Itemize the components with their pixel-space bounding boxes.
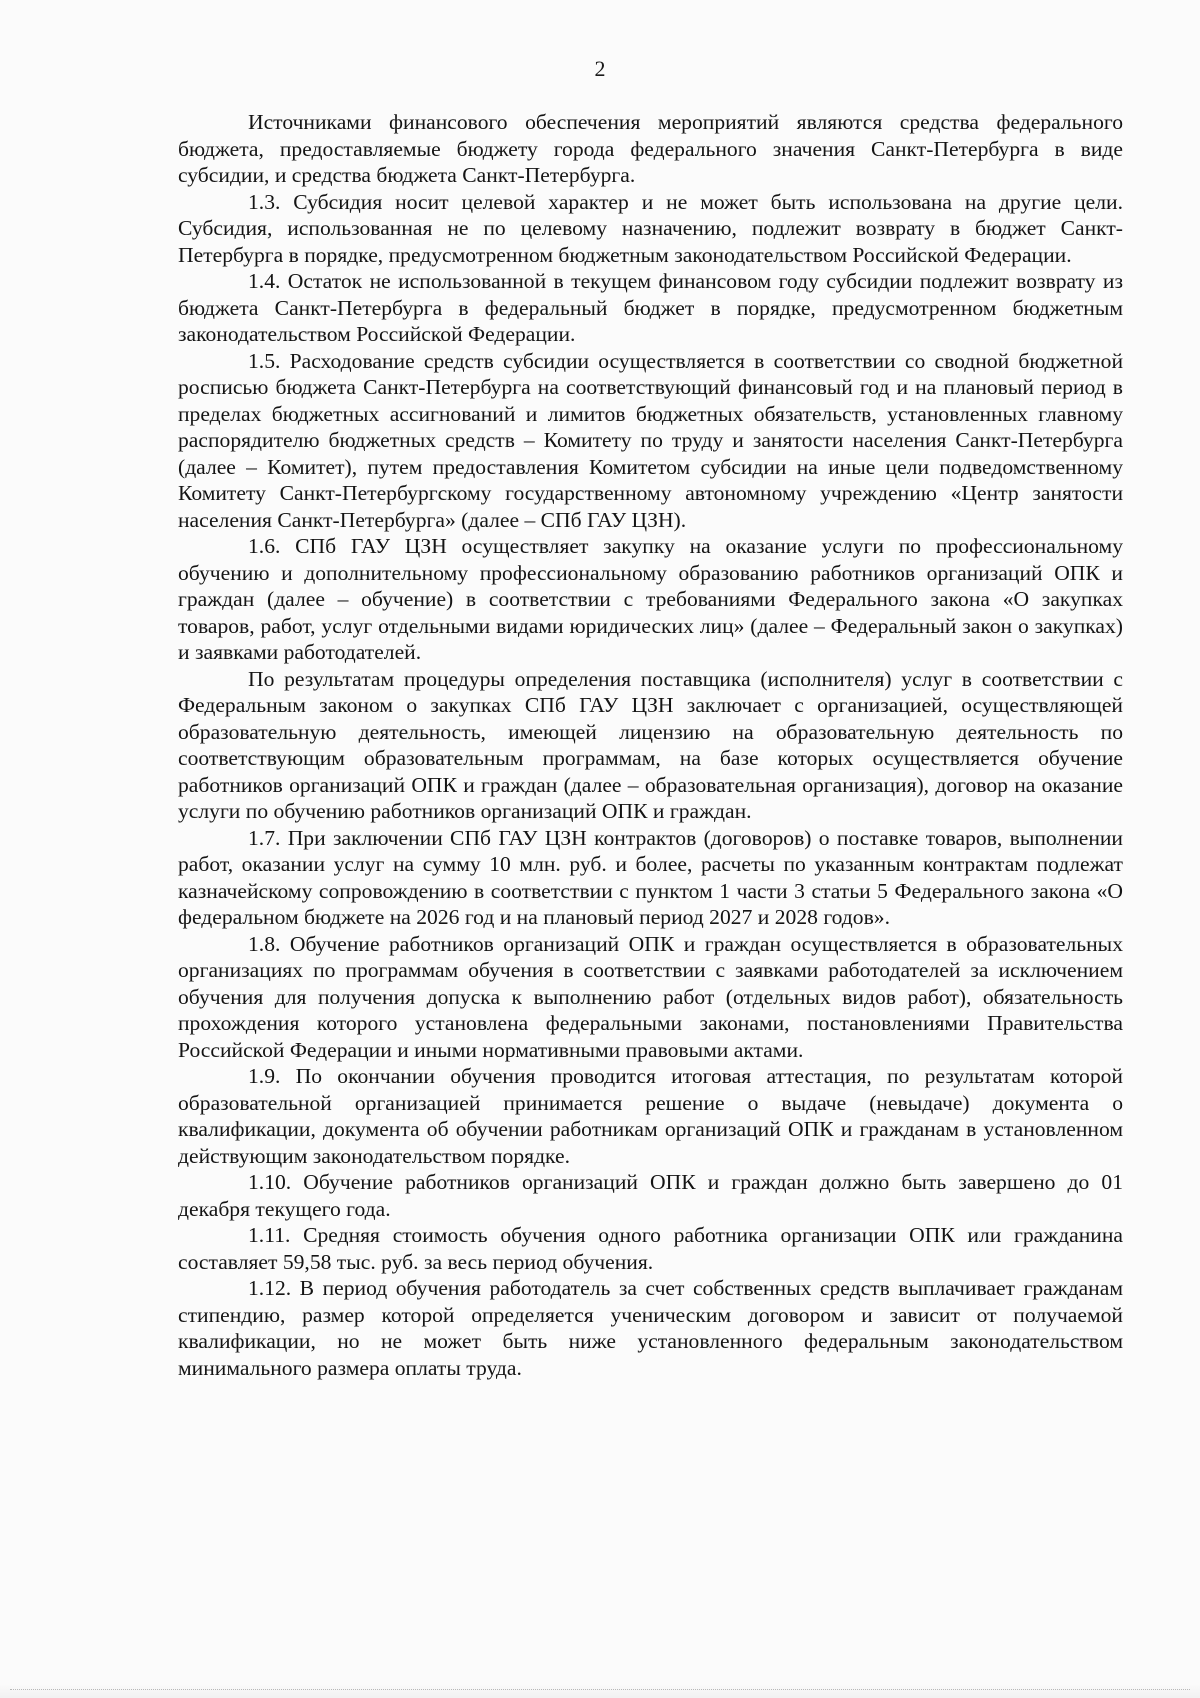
paragraph-1-7: 1.7. При заключении СПб ГАУ ЦЗН контрактов (договоров) о поставке товаров, выполнении работ, оказании услуг на сумму 10 млн. руб. и более, расчеты по указанным контрактам подлежат казначейскому сопровождению в соответствии с пунктом 1 части 3 статьи 5 Федерального закона «О федеральном бюджете на 2026 год и на плановый период 2027 и 2028 годов». bbox=[178, 825, 1123, 929]
paragraph-1-5: 1.5. Расходование средств субсидии осуществляется в соответствии со сводной бюджетной росписью бюджета Санкт-Петербурга на соответствующий финансовый год и на плановый период в пределах бюджетных ассигнований и лимитов бюджетных обязательств, установленных главному распорядителю бюджетных средств – Комитету по труду и занятости населения Санкт-Петербурга (далее – Комитет), путем предоставления Комитетом субсидии на иные цели подведомственному Комитету Санкт-Петербургскому государственному автономному учреждению «Центр занятости населения Санкт-Петербурга» (далее – СПб ГАУ ЦЗН). bbox=[178, 348, 1123, 532]
paragraph-1-3: 1.3. Субсидия носит целевой характер и не может быть использована на другие цели. Субсидия, использованная не по целевому назначению, подлежит возврату в бюджет Санкт-Петербурга в порядке, предусмотренном бюджетным законодательством Российской Федерации. bbox=[178, 189, 1123, 267]
paragraph-1-12: 1.12. В период обучения работодатель за счет собственных средств выплачивает гражданам стипендию, размер которой определяется ученическим договором и зависит от получаемой квалификации, но не может быть ниже установленного федеральным законодательством минимального размера оплаты труда. bbox=[178, 1276, 1123, 1380]
page-number: 2 bbox=[594, 56, 606, 81]
paragraph-1-8: 1.8. Обучение работников организаций ОПК и граждан осуществляется в образовательных организациях по программам обучения в соответствии с заявками работодателей за исключением обучения для получения допуска к выполнению работ (отдельных видов работ), обязательность прохождения которого установлена федеральными законами, постановлениями Правительства Российской Федерации и иными нормативными правовыми актами. bbox=[178, 931, 1123, 1062]
paragraph-1-6: 1.6. СПб ГАУ ЦЗН осуществляет закупку на оказание услуги по профессиональному обучению и дополнительному профессиональному образованию работников организаций ОПК и граждан (далее – обучение) в соответствии с требованиями Федерального закона «О закупках товаров, работ, услуг отдельными видами юридических лиц» (далее – Федеральный закон о закупках) и заявками работодателей. bbox=[178, 534, 1123, 664]
paragraph-1-9: 1.9. По окончании обучения проводится итоговая аттестация, по результатам которой образовательной организацией принимается решение о выдаче (невыдаче) документа о квалификации, документа об обучении работникам организаций ОПК и гражданам в установленном действующим законодательством порядке. bbox=[178, 1064, 1123, 1168]
document-body bbox=[178, 109, 1123, 1381]
paragraph-procurement-results: По результатам процедуры определения поставщика (исполнителя) услуг в соответствии с Федеральным законом о закупках СПб ГАУ ЦЗН заключает с организацией, осуществляющей образовательную деятельность, имеющей лицензию на образовательную деятельность по соответствующим образовательным программам, на базе которых осуществляется обучение работников организаций ОПК и граждан (далее – образовательная организация), договор на оказание услуги по обучению работников организаций ОПК и граждан. bbox=[178, 666, 1123, 823]
paragraph-1-10: 1.10. Обучение работников организаций ОПК и граждан должно быть завершено до 01 декабря текущего года. bbox=[178, 1170, 1123, 1221]
scan-bottom-edge bbox=[0, 1684, 1200, 1698]
paragraph-funding-sources: Источниками финансового обеспечения мероприятий являются средства федерального бюджета, предоставляемые бюджету города федерального значения Санкт-Петербурга в виде субсидии, и средства бюджета Санкт-Петербурга. bbox=[178, 110, 1123, 187]
scan-artifact-line bbox=[10, 1689, 1190, 1690]
paragraph-1-4: 1.4. Остаток не использованной в текущем финансовом году субсидии подлежит возврату из бюджета Санкт-Петербурга в федеральный бюджет в порядке, предусмотренном бюджетным законодательством Российской Федерации. bbox=[178, 269, 1123, 346]
paragraph-1-11: 1.11. Средняя стоимость обучения одного работника организации ОПК или гражданина составляет 59,58 тыс. руб. за весь период обучения. bbox=[178, 1223, 1123, 1274]
